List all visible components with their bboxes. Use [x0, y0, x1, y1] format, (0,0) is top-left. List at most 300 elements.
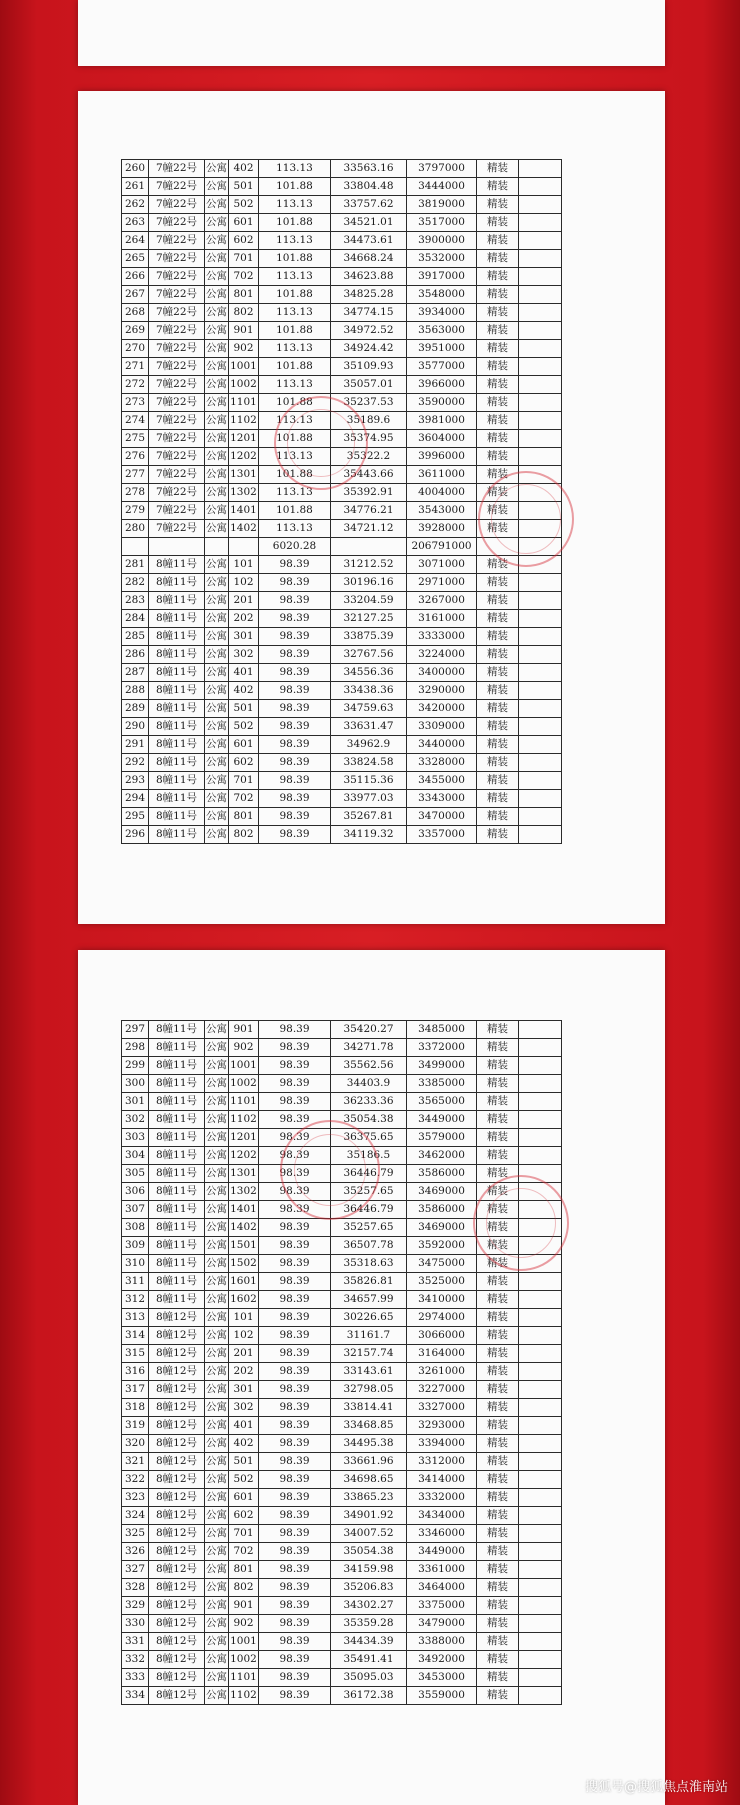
area-cell: 98.39: [259, 1381, 331, 1399]
area-cell: 98.39: [259, 808, 331, 826]
decoration-cell: 精装: [477, 664, 519, 682]
row-number-cell: 320: [122, 1435, 149, 1453]
unit-price-cell: 35109.93: [331, 358, 407, 376]
unit-price-cell: 33143.61: [331, 1363, 407, 1381]
total-price-cell: 3309000: [407, 718, 477, 736]
unit-price-cell: 35237.53: [331, 394, 407, 412]
room-number-cell: 901: [229, 1021, 259, 1039]
unit-type-cell: 公寓: [205, 1093, 229, 1111]
decoration-cell: 精装: [477, 1507, 519, 1525]
row-number-cell: 263: [122, 214, 149, 232]
remark-cell: [519, 1525, 562, 1543]
table-row: [122, 1183, 562, 1201]
area-cell: 98.39: [259, 1633, 331, 1651]
total-price-cell: 3361000: [407, 1561, 477, 1579]
unit-type-cell: 公寓: [205, 1201, 229, 1219]
building-cell: 8幢11号: [149, 718, 205, 736]
room-number-cell: 702: [229, 1543, 259, 1561]
area-cell: 113.13: [259, 376, 331, 394]
row-number-cell: 326: [122, 1543, 149, 1561]
room-number-cell: 1602: [229, 1291, 259, 1309]
area-cell: 101.88: [259, 466, 331, 484]
decoration-cell: 精装: [477, 232, 519, 250]
unit-type-cell: 公寓: [205, 268, 229, 286]
room-number-cell: 1102: [229, 1687, 259, 1705]
decoration-cell: 精装: [477, 646, 519, 664]
row-number-cell: 289: [122, 700, 149, 718]
row-number-cell: 300: [122, 1075, 149, 1093]
unit-type-cell: 公寓: [205, 1021, 229, 1039]
total-price-cell: 3548000: [407, 286, 477, 304]
total-price-cell: 3470000: [407, 808, 477, 826]
total-price-cell: 3559000: [407, 1687, 477, 1705]
area-cell: 98.39: [259, 682, 331, 700]
area-cell: 98.39: [259, 1543, 331, 1561]
total-price-cell: 3462000: [407, 1147, 477, 1165]
room-number-cell: 1001: [229, 1633, 259, 1651]
building-cell: 7幢22号: [149, 232, 205, 250]
unit-type-cell: 公寓: [205, 1579, 229, 1597]
unit-type-cell: 公寓: [205, 1183, 229, 1201]
row-number-cell: 312: [122, 1291, 149, 1309]
area-cell: 98.39: [259, 700, 331, 718]
remark-cell: [519, 772, 562, 790]
area-cell: 98.39: [259, 1651, 331, 1669]
unit-price-cell: 35206.83: [331, 1579, 407, 1597]
room-number-cell: 1301: [229, 1165, 259, 1183]
table-row: [122, 538, 562, 556]
remark-cell: [519, 628, 562, 646]
decoration-cell: 精装: [477, 1183, 519, 1201]
building-cell: 8幢12号: [149, 1309, 205, 1327]
unit-type-cell: 公寓: [205, 1471, 229, 1489]
unit-price-cell: 34403.9: [331, 1075, 407, 1093]
unit-type-cell: 公寓: [205, 340, 229, 358]
row-number-cell: 290: [122, 718, 149, 736]
unit-type-cell: 公寓: [205, 1309, 229, 1327]
row-number-cell: 282: [122, 574, 149, 592]
row-number-cell: 272: [122, 376, 149, 394]
room-number-cell: [229, 538, 259, 556]
unit-price-cell: 33865.23: [331, 1489, 407, 1507]
decoration-cell: 精装: [477, 358, 519, 376]
room-number-cell: 402: [229, 160, 259, 178]
row-number-cell: 333: [122, 1669, 149, 1687]
area-cell: 113.13: [259, 340, 331, 358]
area-cell: 98.39: [259, 1453, 331, 1471]
total-price-cell: 3328000: [407, 754, 477, 772]
table-row: [122, 1525, 562, 1543]
total-price-cell: 3604000: [407, 430, 477, 448]
remark-cell: [519, 1615, 562, 1633]
total-price-cell: 3900000: [407, 232, 477, 250]
price-list-page-2: [78, 950, 665, 1805]
area-cell: 101.88: [259, 214, 331, 232]
building-cell: 7幢22号: [149, 286, 205, 304]
area-cell: 98.39: [259, 1363, 331, 1381]
table-row: [122, 1093, 562, 1111]
unit-price-cell: 35257.65: [331, 1219, 407, 1237]
remark-cell: [519, 1111, 562, 1129]
table-row: [122, 1597, 562, 1615]
total-price-cell: 3410000: [407, 1291, 477, 1309]
row-number-cell: 297: [122, 1021, 149, 1039]
remark-cell: [519, 826, 562, 844]
area-cell: 98.39: [259, 1489, 331, 1507]
unit-type-cell: 公寓: [205, 160, 229, 178]
area-cell: 98.39: [259, 1471, 331, 1489]
row-number-cell: 294: [122, 790, 149, 808]
row-number-cell: 303: [122, 1129, 149, 1147]
total-price-cell: 3449000: [407, 1543, 477, 1561]
building-cell: 8幢11号: [149, 1255, 205, 1273]
unit-type-cell: 公寓: [205, 1435, 229, 1453]
decoration-cell: 精装: [477, 1417, 519, 1435]
remark-cell: [519, 412, 562, 430]
area-cell: 98.39: [259, 1039, 331, 1057]
total-price-cell: 3261000: [407, 1363, 477, 1381]
decoration-cell: 精装: [477, 1111, 519, 1129]
unit-type-cell: 公寓: [205, 376, 229, 394]
total-price-cell: 3375000: [407, 1597, 477, 1615]
remark-cell: [519, 214, 562, 232]
row-number-cell: 313: [122, 1309, 149, 1327]
unit-price-cell: 36446.79: [331, 1165, 407, 1183]
row-number-cell: 314: [122, 1327, 149, 1345]
unit-price-cell: 32157.74: [331, 1345, 407, 1363]
table-row: [122, 376, 562, 394]
remark-cell: [519, 502, 562, 520]
area-cell: 98.39: [259, 1075, 331, 1093]
area-cell: 98.39: [259, 1183, 331, 1201]
table-row: [122, 502, 562, 520]
decoration-cell: 精装: [477, 1291, 519, 1309]
row-number-cell: 322: [122, 1471, 149, 1489]
building-cell: 8幢12号: [149, 1453, 205, 1471]
total-price-cell: 3449000: [407, 1111, 477, 1129]
row-number-cell: 275: [122, 430, 149, 448]
room-number-cell: 1501: [229, 1237, 259, 1255]
remark-cell: [519, 1273, 562, 1291]
remark-cell: [519, 1417, 562, 1435]
room-number-cell: 1302: [229, 484, 259, 502]
unit-type-cell: 公寓: [205, 1507, 229, 1525]
decoration-cell: 精装: [477, 1345, 519, 1363]
table-row: [122, 1507, 562, 1525]
unit-price-cell: [331, 538, 407, 556]
area-cell: 98.39: [259, 1561, 331, 1579]
decoration-cell: 精装: [477, 466, 519, 484]
building-cell: 7幢22号: [149, 466, 205, 484]
unit-price-cell: 34901.92: [331, 1507, 407, 1525]
area-cell: 98.39: [259, 772, 331, 790]
row-number-cell: 287: [122, 664, 149, 682]
remark-cell: [519, 736, 562, 754]
total-price-cell: 3479000: [407, 1615, 477, 1633]
remark-cell: [519, 1579, 562, 1597]
table-row: [122, 592, 562, 610]
total-price-cell: 2974000: [407, 1309, 477, 1327]
room-number-cell: 1202: [229, 448, 259, 466]
table-row: [122, 628, 562, 646]
unit-type-cell: 公寓: [205, 322, 229, 340]
total-price-cell: 3586000: [407, 1165, 477, 1183]
total-price-cell: 206791000: [407, 538, 477, 556]
row-number-cell: 280: [122, 520, 149, 538]
building-cell: 8幢12号: [149, 1687, 205, 1705]
row-number-cell: 270: [122, 340, 149, 358]
building-cell: 7幢22号: [149, 448, 205, 466]
row-number-cell: 299: [122, 1057, 149, 1075]
total-price-cell: 3388000: [407, 1633, 477, 1651]
unit-price-cell: 35054.38: [331, 1543, 407, 1561]
row-number-cell: 325: [122, 1525, 149, 1543]
total-price-cell: 3492000: [407, 1651, 477, 1669]
remark-cell: [519, 754, 562, 772]
remark-cell: [519, 682, 562, 700]
decoration-cell: 精装: [477, 610, 519, 628]
row-number-cell: 277: [122, 466, 149, 484]
row-number-cell: 295: [122, 808, 149, 826]
table-row: [122, 1021, 562, 1039]
decoration-cell: 精装: [477, 826, 519, 844]
table-row: [122, 556, 562, 574]
area-cell: 113.13: [259, 160, 331, 178]
building-cell: 8幢11号: [149, 592, 205, 610]
remark-cell: [519, 610, 562, 628]
unit-type-cell: 公寓: [205, 232, 229, 250]
row-number-cell: 302: [122, 1111, 149, 1129]
table-row: [122, 700, 562, 718]
unit-price-cell: 34119.32: [331, 826, 407, 844]
room-number-cell: 801: [229, 286, 259, 304]
table-row: [122, 1111, 562, 1129]
unit-type-cell: 公寓: [205, 484, 229, 502]
table-row: [122, 1615, 562, 1633]
row-number-cell: 317: [122, 1381, 149, 1399]
price-table-2: [121, 1020, 562, 1705]
unit-type-cell: 公寓: [205, 1543, 229, 1561]
total-price-cell: 3485000: [407, 1021, 477, 1039]
unit-type-cell: 公寓: [205, 1525, 229, 1543]
unit-price-cell: 33438.36: [331, 682, 407, 700]
area-cell: 98.39: [259, 556, 331, 574]
area-cell: 101.88: [259, 430, 331, 448]
decoration-cell: 精装: [477, 502, 519, 520]
building-cell: 7幢22号: [149, 520, 205, 538]
unit-price-cell: 35115.36: [331, 772, 407, 790]
unit-price-cell: 32798.05: [331, 1381, 407, 1399]
table-row: [122, 664, 562, 682]
unit-price-cell: 34271.78: [331, 1039, 407, 1057]
room-number-cell: 701: [229, 772, 259, 790]
total-price-cell: 3343000: [407, 790, 477, 808]
remark-cell: [519, 286, 562, 304]
decoration-cell: 精装: [477, 1237, 519, 1255]
remark-cell: [519, 556, 562, 574]
room-number-cell: 1001: [229, 358, 259, 376]
row-number-cell: 318: [122, 1399, 149, 1417]
total-price-cell: 3357000: [407, 826, 477, 844]
unit-price-cell: 34657.99: [331, 1291, 407, 1309]
table-row: [122, 430, 562, 448]
table-row: [122, 232, 562, 250]
decoration-cell: 精装: [477, 718, 519, 736]
unit-type-cell: 公寓: [205, 736, 229, 754]
decoration-cell: 精装: [477, 682, 519, 700]
unit-type-cell: 公寓: [205, 304, 229, 322]
remark-cell: [519, 520, 562, 538]
total-price-cell: 4004000: [407, 484, 477, 502]
building-cell: 8幢11号: [149, 700, 205, 718]
unit-type-cell: 公寓: [205, 1381, 229, 1399]
remark-cell: [519, 1039, 562, 1057]
room-number-cell: 102: [229, 1327, 259, 1345]
total-price-cell: 3453000: [407, 1669, 477, 1687]
decoration-cell: 精装: [477, 628, 519, 646]
table-row: [122, 1471, 562, 1489]
row-number-cell: 268: [122, 304, 149, 322]
decoration-cell: 精装: [477, 1471, 519, 1489]
table-row: [122, 1363, 562, 1381]
row-number-cell: 293: [122, 772, 149, 790]
area-cell: 98.39: [259, 1291, 331, 1309]
room-number-cell: 902: [229, 1615, 259, 1633]
building-cell: 8幢12号: [149, 1435, 205, 1453]
table-row: [122, 1255, 562, 1273]
room-number-cell: 402: [229, 1435, 259, 1453]
decoration-cell: 精装: [477, 1075, 519, 1093]
table-row: [122, 772, 562, 790]
row-number-cell: 304: [122, 1147, 149, 1165]
table-row: [122, 412, 562, 430]
room-number-cell: 802: [229, 304, 259, 322]
building-cell: 8幢12号: [149, 1543, 205, 1561]
area-cell: 98.39: [259, 664, 331, 682]
total-price-cell: 3312000: [407, 1453, 477, 1471]
decoration-cell: 精装: [477, 1561, 519, 1579]
decoration-cell: 精装: [477, 448, 519, 466]
area-cell: 98.39: [259, 574, 331, 592]
area-cell: 98.39: [259, 1597, 331, 1615]
remark-cell: [519, 1561, 562, 1579]
remark-cell: [519, 1399, 562, 1417]
remark-cell: [519, 268, 562, 286]
building-cell: 8幢11号: [149, 1201, 205, 1219]
decoration-cell: 精装: [477, 520, 519, 538]
decoration-cell: 精装: [477, 1489, 519, 1507]
unit-type-cell: 公寓: [205, 610, 229, 628]
unit-type-cell: 公寓: [205, 718, 229, 736]
unit-price-cell: 34924.42: [331, 340, 407, 358]
table-row: [122, 250, 562, 268]
unit-price-cell: 35491.41: [331, 1651, 407, 1669]
area-cell: 113.13: [259, 196, 331, 214]
building-cell: 7幢22号: [149, 484, 205, 502]
room-number-cell: 301: [229, 628, 259, 646]
decoration-cell: 精装: [477, 1093, 519, 1111]
area-cell: 98.39: [259, 790, 331, 808]
table-row: [122, 340, 562, 358]
unit-price-cell: 35054.38: [331, 1111, 407, 1129]
room-number-cell: 202: [229, 1363, 259, 1381]
table-row: [122, 1417, 562, 1435]
room-number-cell: 1102: [229, 412, 259, 430]
room-number-cell: 1401: [229, 502, 259, 520]
decoration-cell: 精装: [477, 1255, 519, 1273]
area-cell: 98.39: [259, 718, 331, 736]
unit-price-cell: 34668.24: [331, 250, 407, 268]
total-price-cell: 3797000: [407, 160, 477, 178]
remark-cell: [519, 1255, 562, 1273]
unit-type-cell: 公寓: [205, 1651, 229, 1669]
area-cell: 98.39: [259, 1129, 331, 1147]
row-number-cell: 276: [122, 448, 149, 466]
room-number-cell: 701: [229, 250, 259, 268]
building-cell: [149, 538, 205, 556]
room-number-cell: 1002: [229, 1075, 259, 1093]
row-number-cell: 271: [122, 358, 149, 376]
building-cell: 8幢11号: [149, 1273, 205, 1291]
room-number-cell: 202: [229, 610, 259, 628]
room-number-cell: 1201: [229, 1129, 259, 1147]
table-row: [122, 268, 562, 286]
remark-cell: [519, 1633, 562, 1651]
building-cell: 8幢11号: [149, 1291, 205, 1309]
unit-type-cell: 公寓: [205, 1039, 229, 1057]
room-number-cell: 1102: [229, 1111, 259, 1129]
unit-type-cell: 公寓: [205, 1633, 229, 1651]
room-number-cell: 401: [229, 1417, 259, 1435]
area-cell: 98.39: [259, 628, 331, 646]
unit-price-cell: 35443.66: [331, 466, 407, 484]
area-cell: 98.39: [259, 1255, 331, 1273]
total-price-cell: 3227000: [407, 1381, 477, 1399]
building-cell: 7幢22号: [149, 430, 205, 448]
decoration-cell: 精装: [477, 808, 519, 826]
total-price-cell: 3071000: [407, 556, 477, 574]
decoration-cell: 精装: [477, 1651, 519, 1669]
area-cell: 98.39: [259, 1687, 331, 1705]
unit-type-cell: 公寓: [205, 1129, 229, 1147]
row-number-cell: 286: [122, 646, 149, 664]
table-row: [122, 646, 562, 664]
unit-type-cell: 公寓: [205, 1615, 229, 1633]
total-price-cell: 3400000: [407, 664, 477, 682]
row-number-cell: [122, 538, 149, 556]
area-cell: 101.88: [259, 502, 331, 520]
unit-type-cell: 公寓: [205, 592, 229, 610]
table-row: [122, 1399, 562, 1417]
total-price-cell: 3464000: [407, 1579, 477, 1597]
remark-cell: [519, 1075, 562, 1093]
unit-type-cell: 公寓: [205, 646, 229, 664]
remark-cell: [519, 1147, 562, 1165]
table-row: [122, 1309, 562, 1327]
unit-price-cell: 34159.98: [331, 1561, 407, 1579]
unit-price-cell: 35257.65: [331, 1183, 407, 1201]
unit-price-cell: 34825.28: [331, 286, 407, 304]
room-number-cell: 1202: [229, 1147, 259, 1165]
table-row: [122, 682, 562, 700]
area-cell: 98.39: [259, 1345, 331, 1363]
room-number-cell: 1301: [229, 466, 259, 484]
building-cell: 7幢22号: [149, 502, 205, 520]
building-cell: 8幢12号: [149, 1669, 205, 1687]
row-number-cell: 285: [122, 628, 149, 646]
area-cell: 98.39: [259, 1111, 331, 1129]
total-price-cell: 3517000: [407, 214, 477, 232]
